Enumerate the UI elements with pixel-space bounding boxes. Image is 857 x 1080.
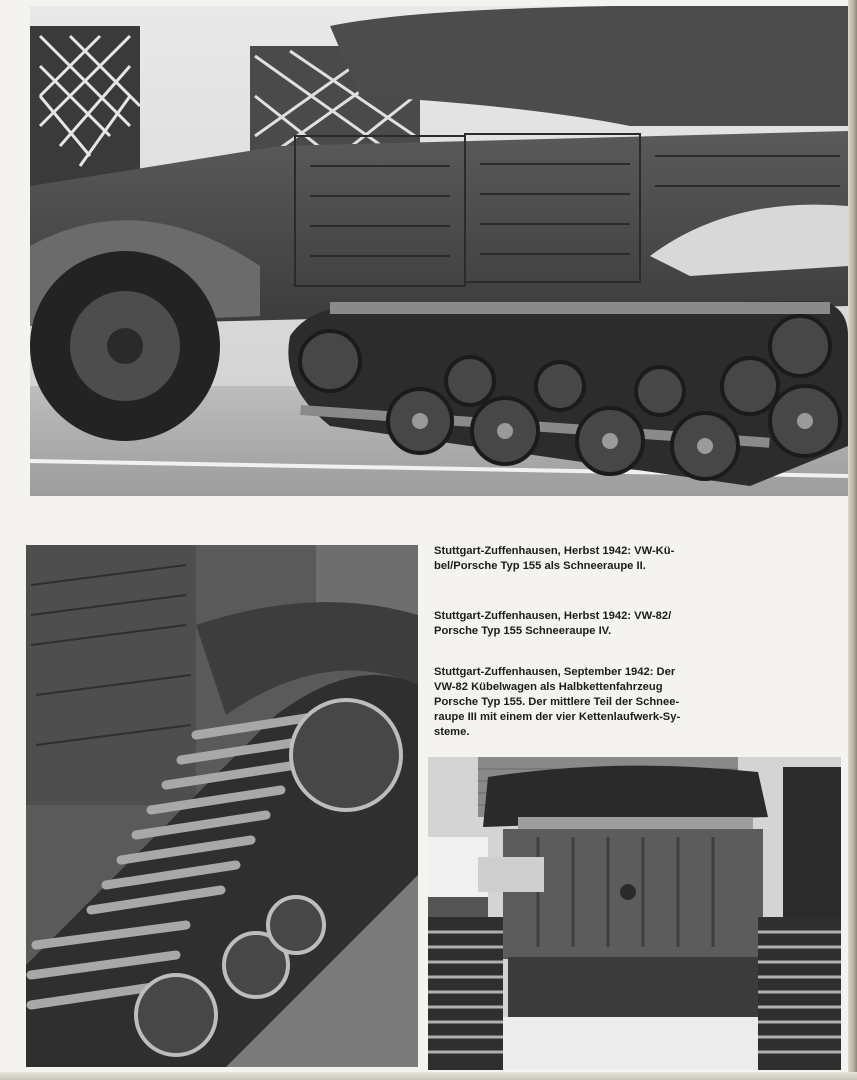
page-edge — [848, 0, 857, 1080]
photo-caption: Stuttgart-Zuffenhausen, September 1942: Der VW-82 Kübelwagen als Halbkettenfahrzeug Porsche Typ 155. Der mittlere Teil der Schnee- raupe III mit einem der vier Kettenlaufwerk-Sy- steme. — [434, 666, 681, 738]
photo-halftrack-side — [30, 6, 848, 496]
page-edge-bottom — [0, 1072, 857, 1080]
photo-vehicle-rear — [428, 757, 841, 1070]
photo-track-closeup — [26, 545, 418, 1067]
photo-caption: Stuttgart-Zuffenhausen, Herbst 1942: VW-Kü- bel/Porsche Typ 155 als Schneeraupe II. — [434, 545, 675, 572]
photo-caption: Stuttgart-Zuffenhausen, Herbst 1942: VW-82/ Porsche Typ 155 Schneeraupe IV. — [434, 610, 672, 637]
